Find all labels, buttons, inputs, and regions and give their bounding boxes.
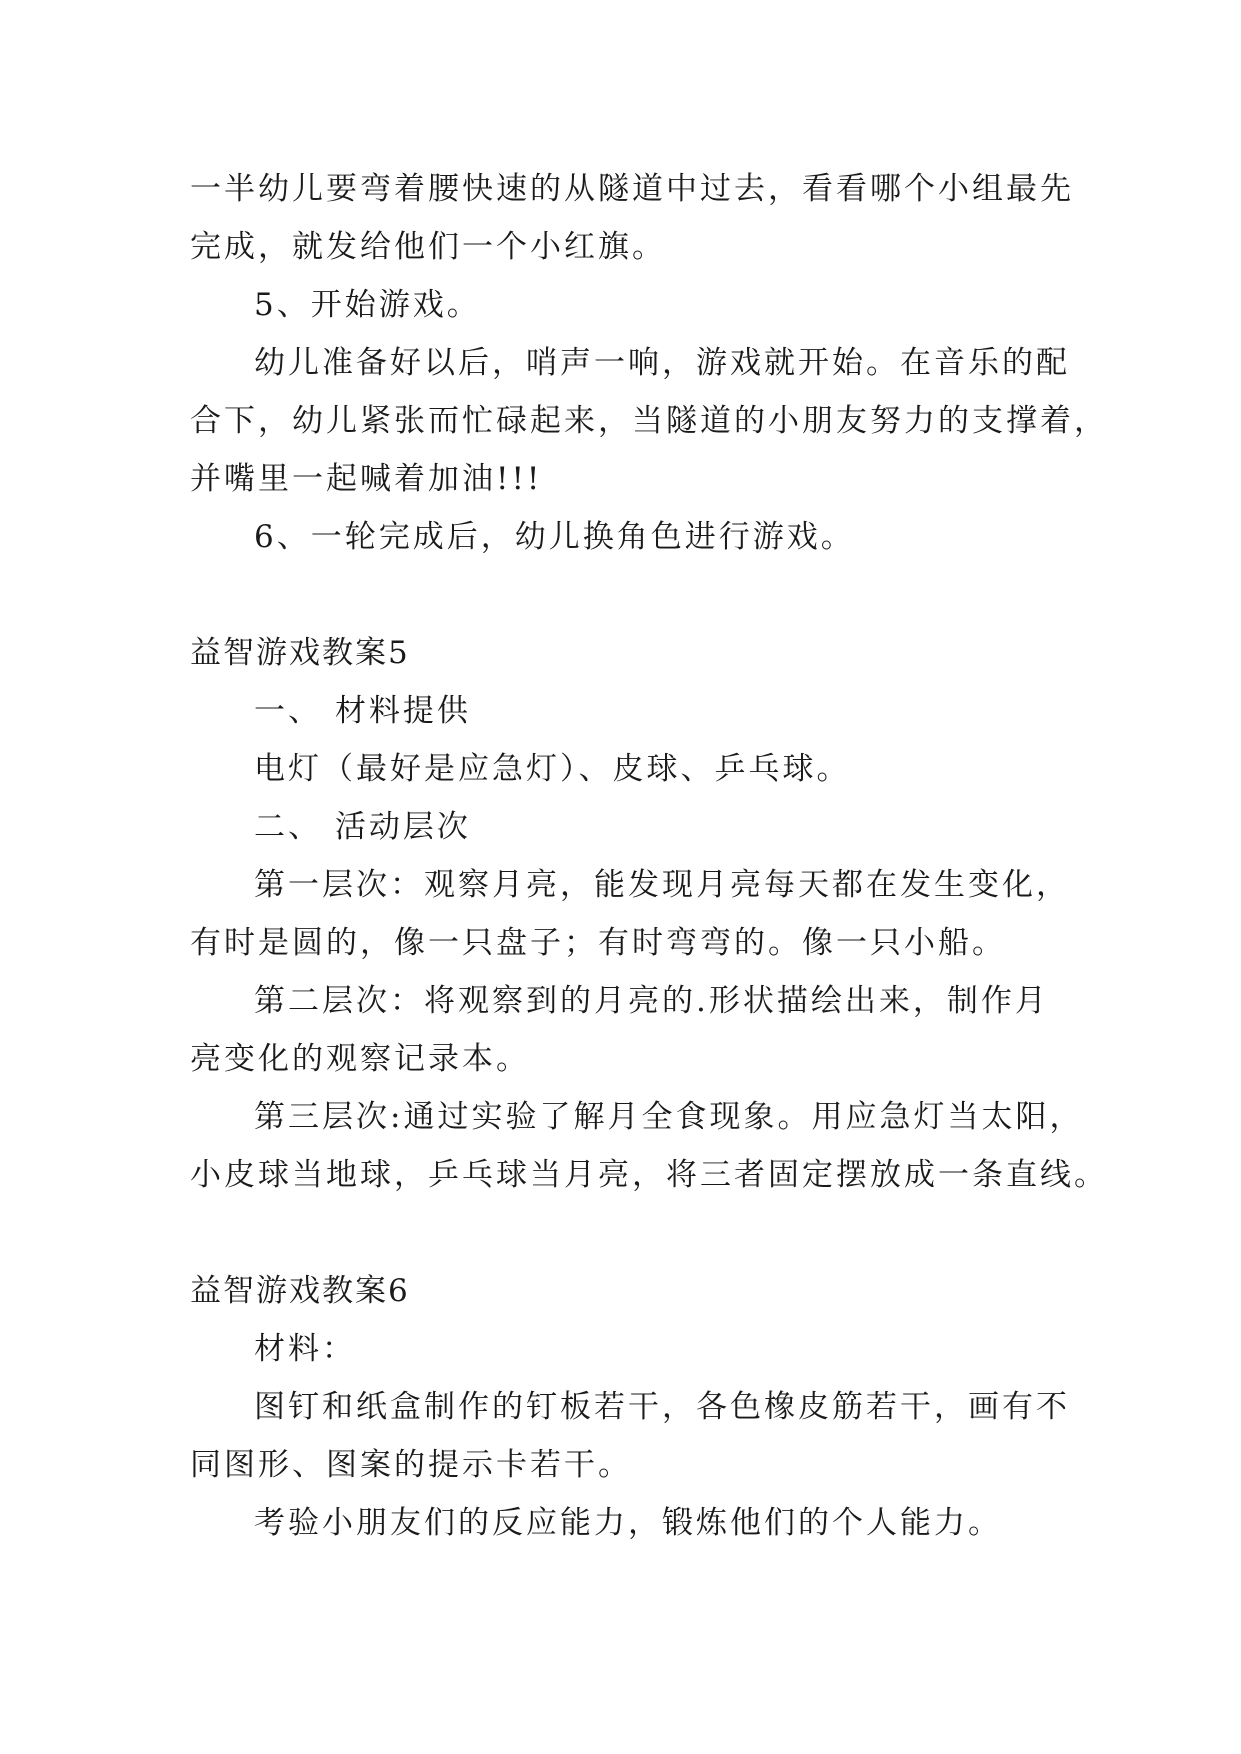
paragraph-line: 电灯（最好是应急灯）、皮球、乒乓球。	[254, 751, 851, 787]
paragraph-line: 同图形、图案的提示卡若干。	[190, 1447, 632, 1483]
paragraph-line: 一半幼儿要弯着腰快速的从隧道中过去，看看哪个小组最先	[190, 171, 1074, 207]
subsection-heading: 材料：	[254, 1331, 356, 1367]
paragraph-line: 合下，幼儿紧张而忙碌起来，当隧道的小朋友努力的支撑着，	[190, 403, 1108, 439]
subsection-heading: 一、 材料提供	[254, 693, 471, 729]
paragraph-line: 有时是圆的，像一只盘子；有时弯弯的。像一只小船。	[190, 925, 1006, 961]
paragraph-line: 第一层次：观察月亮，能发现月亮每天都在发生变化，	[254, 867, 1070, 903]
paragraph-line: 小皮球当地球，乒乓球当月亮，将三者固定摆放成一条直线。	[190, 1157, 1108, 1193]
step-heading: 5、开始游戏。	[254, 287, 481, 323]
paragraph-line: 幼儿准备好以后，哨声一响，游戏就开始。在音乐的配	[254, 345, 1070, 381]
step-heading: 6、一轮完成后，幼儿换角色进行游戏。	[254, 519, 855, 555]
document-page	[190, 160, 1108, 1552]
paragraph-line: 图钉和纸盒制作的钉板若干，各色橡皮筋若干，画有不	[254, 1389, 1070, 1425]
section-title: 益智游戏教案6	[190, 1273, 410, 1309]
paragraph-line: 考验小朋友们的反应能力，锻炼他们的个人能力。	[254, 1505, 1002, 1541]
paragraph-line: 并嘴里一起喊着加油!!!	[190, 461, 543, 497]
section-gap	[190, 1204, 1050, 1262]
subsection-heading: 二、 活动层次	[254, 809, 471, 845]
section-gap	[190, 566, 1050, 624]
paragraph-line: 第二层次：将观察到的月亮的.形状描绘出来，制作月	[254, 983, 1049, 1019]
paragraph-line: 完成，就发给他们一个小红旗。	[190, 229, 666, 265]
paragraph-line: 第三层次:通过实验了解月全食现象。用应急灯当太阳，	[254, 1099, 1084, 1135]
paragraph-line: 亮变化的观察记录本。	[190, 1041, 530, 1077]
section-title: 益智游戏教案5	[190, 635, 410, 671]
